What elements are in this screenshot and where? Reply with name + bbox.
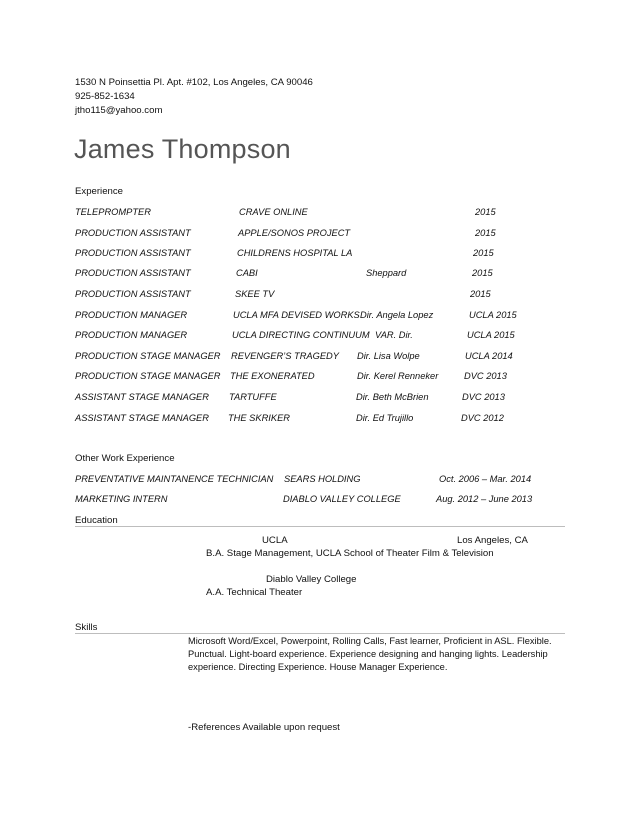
exp-row-2-year: 2015 — [475, 228, 496, 238]
skills-text: Microsoft Word/Excel, Powerpoint, Rolling Calls, Fast learner, Proficient in ASL. Flexible. Punctual. Light-board experience. Experience designing and hanging lights. Leadership experience. Directing Experience. House Manager Experience. — [188, 636, 552, 672]
exp-row-11-year: DVC 2012 — [461, 413, 504, 423]
exp-row-4-director: Sheppard — [366, 268, 407, 278]
exp-row-7-title: PRODUCTION MANAGER — [75, 330, 188, 340]
exp-row-1-org: CRAVE ONLINE — [239, 207, 308, 217]
other-row-1-dates: Oct. 2006 – Mar. 2014 — [439, 474, 532, 484]
edu-1-location: Los Angeles, CA — [457, 535, 528, 546]
candidate-name: James Thompson — [74, 134, 291, 164]
exp-row-2-org: APPLE/SONOS PROJECT — [238, 228, 351, 238]
skills-heading: Skills — [75, 622, 98, 633]
exp-row-2-title: PRODUCTION ASSISTANT — [75, 228, 191, 238]
exp-row-10-director: Dir. Beth McBrien — [356, 392, 429, 402]
exp-row-10-org: TARTUFFE — [229, 392, 277, 402]
exp-row-6-year: UCLA 2015 — [469, 310, 517, 320]
exp-row-6-org: UCLA MFA DEVISED WORKS — [233, 310, 360, 320]
contact-email: jtho115@yahoo.com — [75, 105, 163, 116]
other-row-1-org: SEARS HOLDING — [284, 474, 361, 484]
exp-row-10-title: ASSISTANT STAGE MANAGER — [75, 392, 209, 402]
other-work-heading: Other Work Experience — [75, 453, 175, 464]
exp-row-11-director: Dir. Ed Trujillo — [356, 413, 414, 423]
exp-row-11-org: THE SKRIKER — [228, 413, 290, 423]
exp-row-8-director: Dir. Lisa Wolpe — [357, 351, 420, 361]
edu-1-school: UCLA — [262, 535, 288, 546]
other-row-1-title: PREVENTATIVE MAINTANENCE TECHNICIAN — [75, 474, 274, 484]
edu-1-degree: B.A. Stage Management, UCLA School of Theater Film & Television — [206, 548, 494, 559]
exp-row-3-org: CHILDRENS HOSPITAL LA — [237, 248, 353, 258]
edu-2-degree: A.A. Technical Theater — [206, 587, 303, 598]
experience-heading: Experience — [75, 186, 123, 197]
skills-divider — [75, 633, 565, 634]
exp-row-8-org: REVENGER’S TRAGEDY — [231, 351, 339, 361]
exp-row-7-director: VAR. Dir. — [375, 330, 413, 340]
education-divider — [75, 526, 565, 527]
exp-row-11-title: ASSISTANT STAGE MANAGER — [75, 413, 209, 423]
exp-row-1-year: 2015 — [475, 207, 496, 217]
education-heading: Education — [75, 515, 118, 526]
contact-address: 1530 N Poinsettia Pl. Apt. #102, Los Angeles, CA 90046 — [75, 77, 313, 88]
exp-row-8-year: UCLA 2014 — [465, 351, 513, 361]
exp-row-9-org: THE EXONERATED — [230, 371, 315, 381]
exp-row-1-title: TELEPROMPTER — [75, 207, 151, 217]
contact-phone: 925-852-1634 — [75, 91, 135, 102]
exp-row-3-year: 2015 — [473, 248, 494, 258]
edu-2-school: Diablo Valley College — [266, 574, 357, 585]
other-row-2-title: MARKETING INTERN — [75, 494, 168, 504]
references-note: -References Available upon request — [188, 722, 340, 733]
exp-row-5-title: PRODUCTION ASSISTANT — [75, 289, 191, 299]
other-row-2-dates: Aug. 2012 – June 2013 — [436, 494, 533, 504]
exp-row-9-year: DVC 2013 — [464, 371, 507, 381]
exp-row-4-org: CABI — [236, 268, 258, 278]
exp-row-7-org: UCLA DIRECTING CONTINUUM — [232, 330, 370, 340]
exp-row-4-year: 2015 — [472, 268, 493, 278]
exp-row-4-title: PRODUCTION ASSISTANT — [75, 268, 191, 278]
exp-row-9-director: Dir. Kerel Renneker — [357, 371, 439, 381]
exp-row-6-title: PRODUCTION MANAGER — [75, 310, 188, 320]
exp-row-3-title: PRODUCTION ASSISTANT — [75, 248, 191, 258]
exp-row-8-title: PRODUCTION STAGE MANAGER — [75, 351, 221, 361]
exp-row-7-year: UCLA 2015 — [467, 330, 515, 340]
exp-row-9-title: PRODUCTION STAGE MANAGER — [75, 371, 221, 381]
other-row-2-org: DIABLO VALLEY COLLEGE — [283, 494, 401, 504]
exp-row-5-year: 2015 — [470, 289, 491, 299]
exp-row-5-org: SKEE TV — [235, 289, 275, 299]
exp-row-10-year: DVC 2013 — [462, 392, 505, 402]
exp-row-6-director: Dir. Angela Lopez — [360, 310, 434, 320]
